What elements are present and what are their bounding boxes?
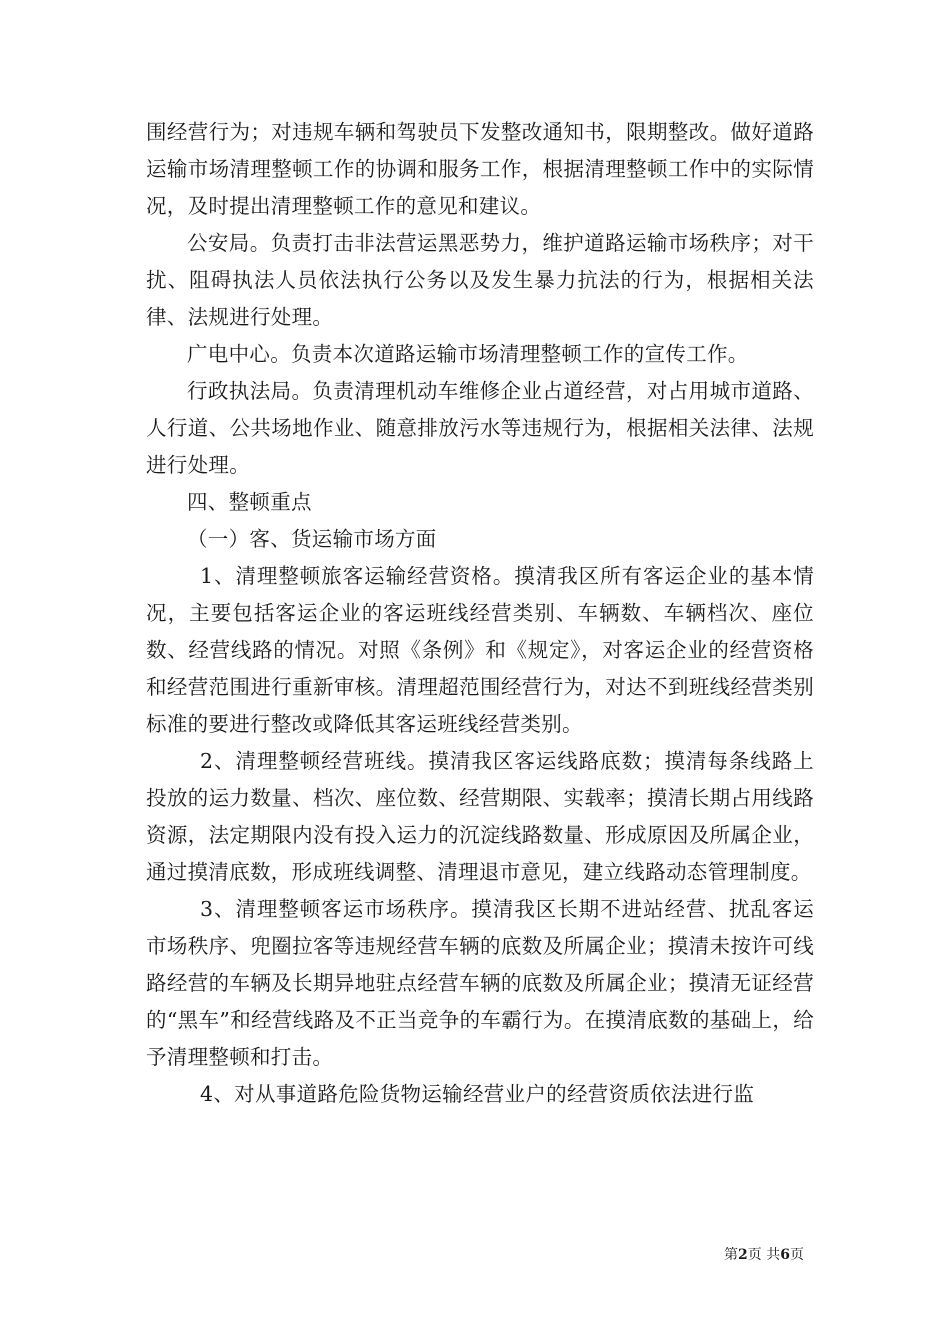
footer-total-pages: 6 [780,1247,790,1263]
paragraph-admin-enforcement: 行政执法局。负责清理机动车维修企业占道经营，对占用城市道路、人行道、公共场地作业、随意排放污水等违规行为，根据相关法律、法规进行处理。 [146,379,814,477]
footer-middle: 页 共 [747,1247,781,1263]
page-number-footer [724,1246,804,1264]
paragraph-item-3: 3、清理整顿客运市场秩序。摸清我区长期不进站经营、扰乱客运市场秩序、兜圈拉客等违规经营车辆的底数及所属企业；摸清未按许可线路经营的车辆及长期异地驻点经营车辆的底数及所属企业；摸清无证经营的“黑车”和经营线路及不正当竞争的车霸行为。在摸清底数的基础上，给予清理整顿和打击。 [146,897,814,1069]
subsection-heading: （一）客、货运输市场方面 [187,527,437,551]
paragraph-broadcast-center: 广电中心。负责本次道路运输市场清理整顿工作的宣传工作。 [187,342,749,366]
footer-suffix: 页 [790,1247,804,1263]
document-body [146,114,814,1113]
paragraph-public-security: 公安局。负责打击非法营运黑恶势力，维护道路运输市场秩序；对干扰、阻碍执法人员依法执行公务以及发生暴力抗法的行为，根据相关法律、法规进行处理。 [146,231,814,329]
paragraph-item-2: 2、清理整顿经营班线。摸清我区客运线路底数；摸清每条线路上投放的运力数量、档次、座位数、经营期限、实载率；摸清长期占用线路资源，法定期限内没有投入运力的沉淀线路数量、形成原因及所属企业，通过摸清底数，形成班线调整、清理退市意见，建立线路动态管理制度。 [146,749,814,884]
footer-prefix: 第 [724,1247,739,1263]
section-heading: 四、整顿重点 [187,490,312,514]
footer-current-page: 2 [738,1247,748,1263]
paragraph-continuation: 围经营行为；对违规车辆和驾驶员下发整改通知书，限期整改。做好道路运输市场清理整顿工作的协调和服务工作，根据清理整顿工作中的实际情况，及时提出清理整顿工作的意见和建议。 [146,120,814,218]
paragraph-item-4: 4、对从事道路危险货物运输经营业户的经营资质依法进行监 [200,1082,755,1106]
paragraph-item-1: 1、清理整顿旅客运输经营资格。摸清我区所有客运企业的基本情况，主要包括客运企业的客运班线经营类别、车辆数、车辆档次、座位数、经营线路的情况。对照《条例》和《规定》，对客运企业的经营资格和经营范围进行重新审核。清理超范围经营行为，对达不到班线经营类别标准的要进行整改或降低其客运班线经营类别。 [146,564,814,736]
